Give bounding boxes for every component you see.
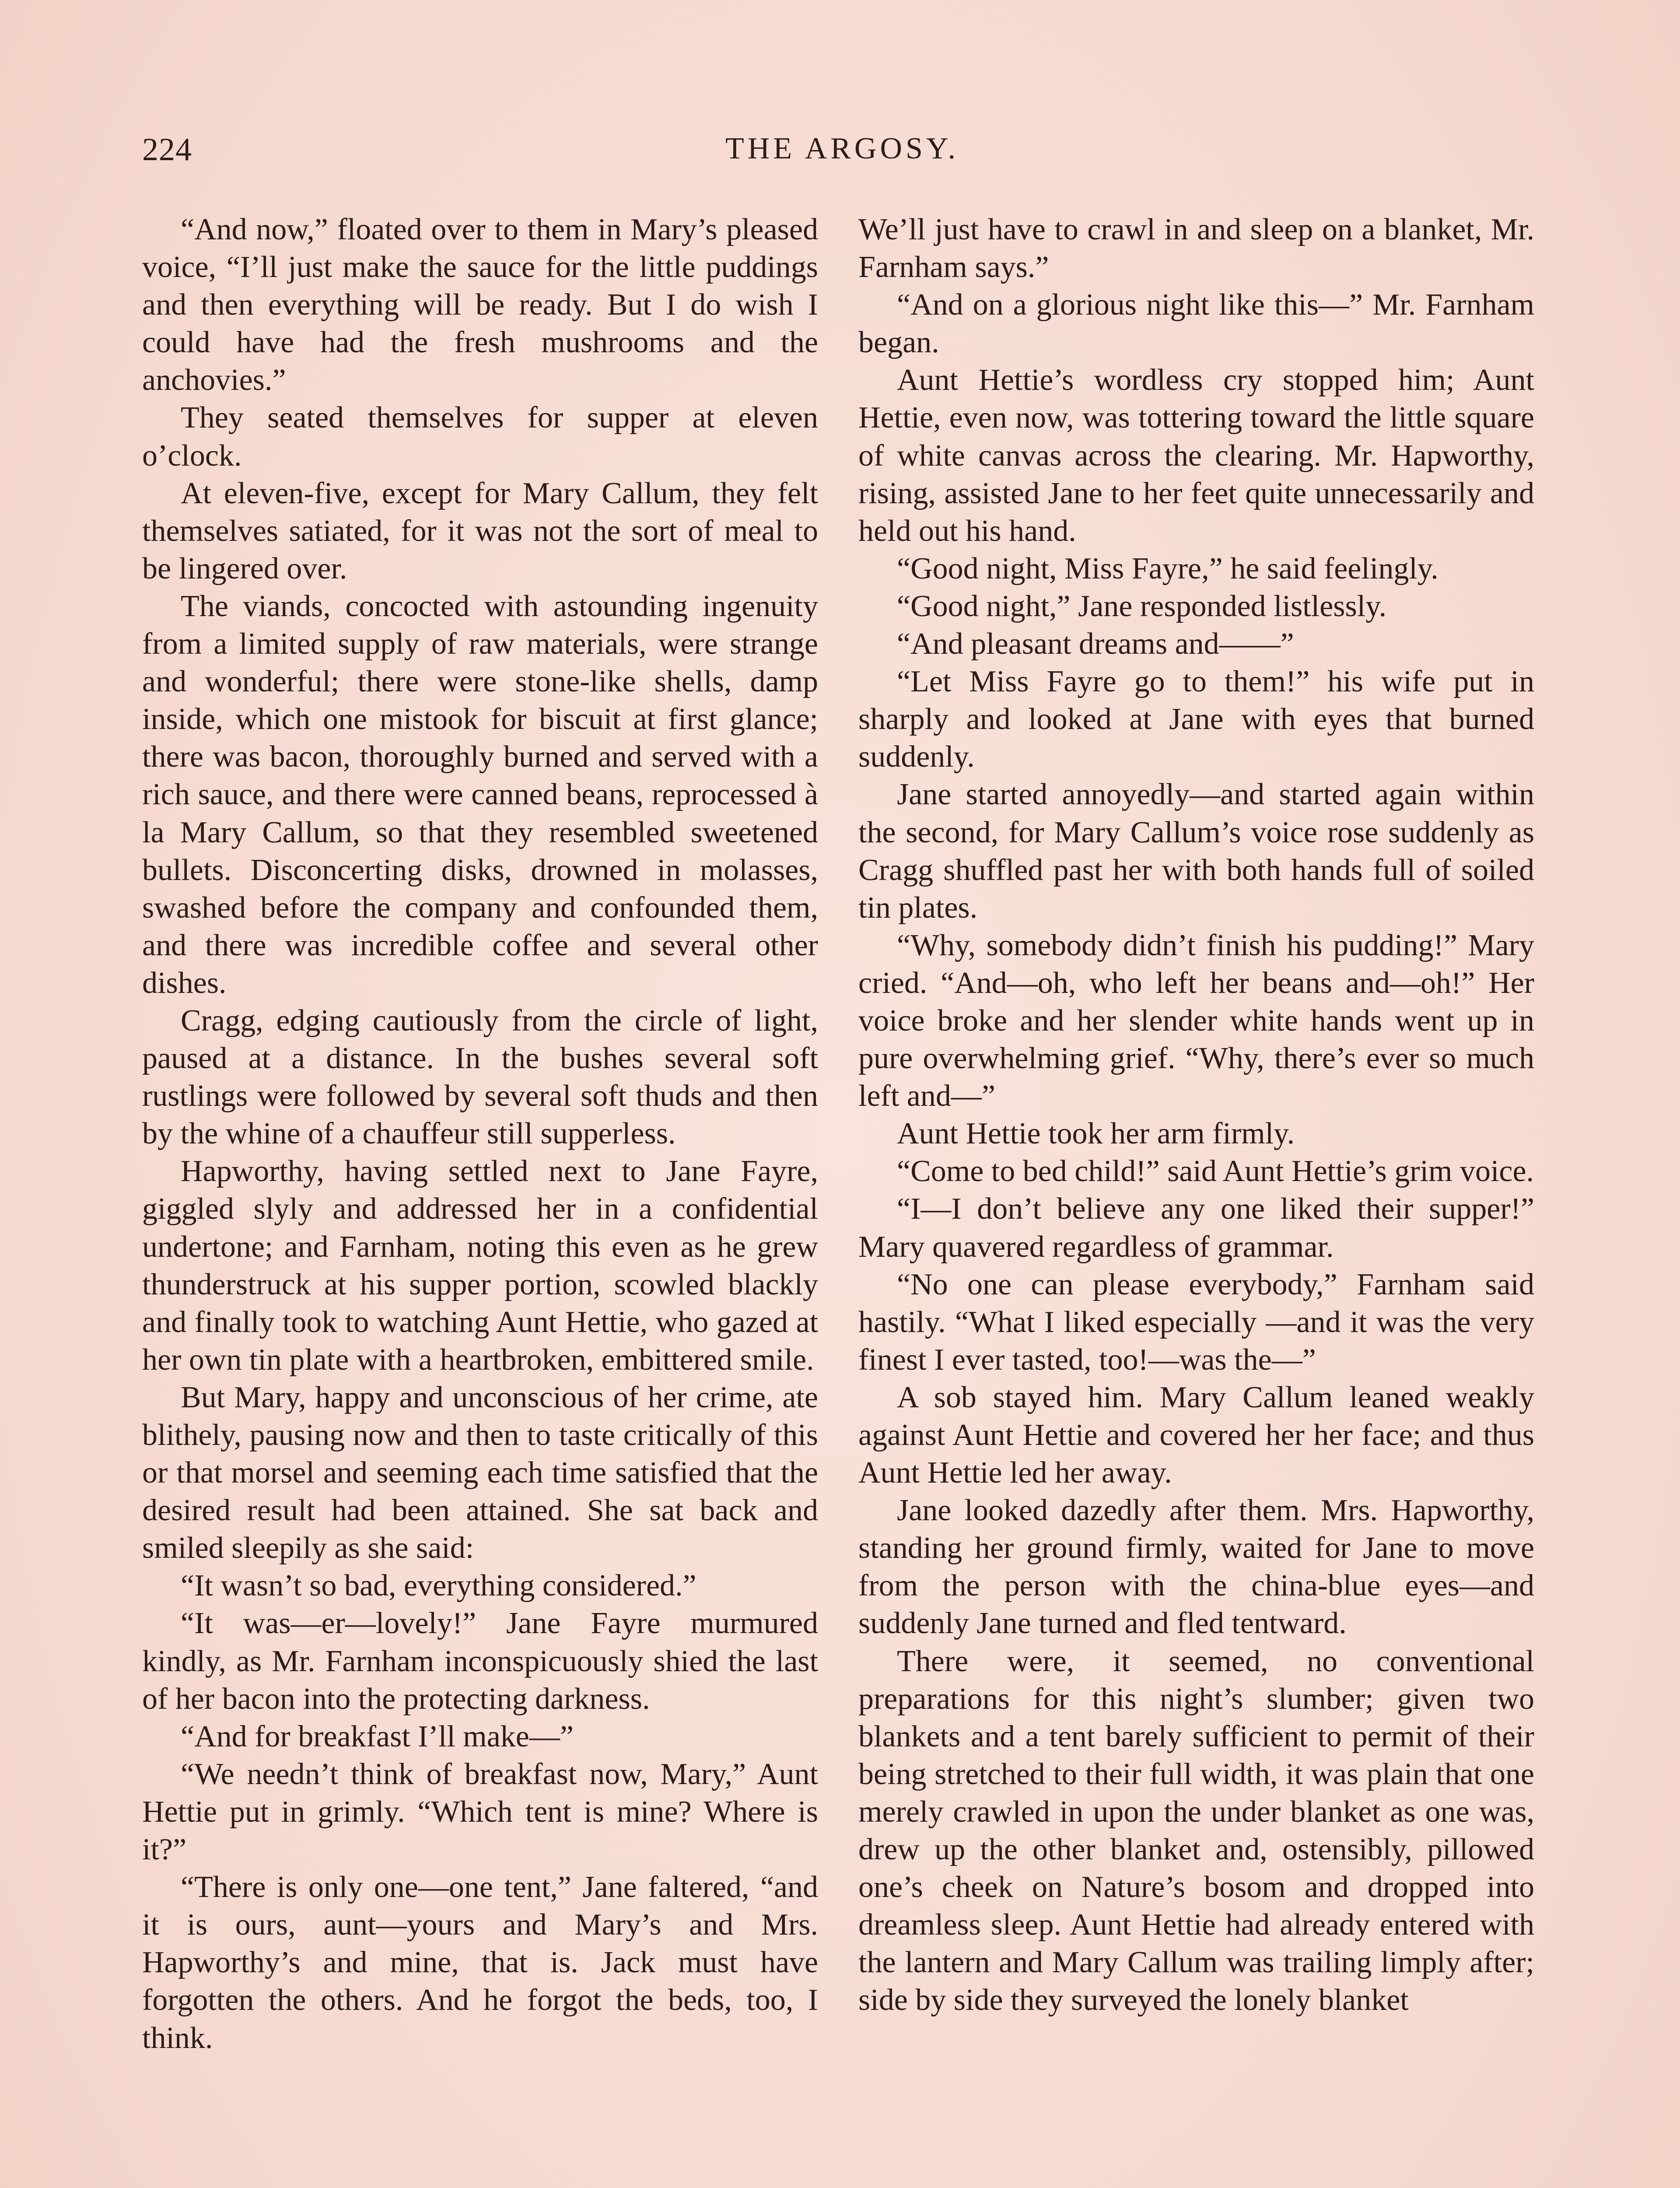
left-column	[142, 211, 818, 2057]
paragraph: They seated themselves for supper at eleven o’clock.	[142, 401, 818, 473]
paragraph: “It was—er—lovely!” Jane Fayre murmured kindly, as Mr. Farnham inconspicuously shied the last of her bacon into the protecting darkness.	[142, 1606, 818, 1716]
paragraph: Hapworthy, having settled next to Jane Fayre, giggled slyly and addressed her in a confidential undertone; and Farnham, noting this even as he grew thunderstruck at his supper portion, scowled blackly and finally took to watching Aunt Hettie, who gazed at her own tin plate with a heartbroken, embittered smile.	[142, 1154, 818, 1377]
paragraph: “No one can please everybody,” Farnham said hastily. “What I liked especially —and it was the very finest I ever tasted, too!—was the—”	[858, 1267, 1534, 1377]
paragraph: There were, it seemed, no conventional preparations for this night’s slumber; given two blankets and a tent barely sufficient to permit of their being stretched to their full width, it was plain that one merely crawled in upon the under blanket as one was, drew up the other blanket and, ostensibly, pillowed one’s cheek on Nature’s bosom and dropped into dreamless sleep. Aunt Hettie had already entered with the lantern and Mary Callum was trailing limply after; side by side they surveyed the lonely blanket	[858, 1644, 1534, 2017]
paragraph: The viands, concocted with astounding ingenuity from a limited supply of raw materials, were strange and wonderful; there were stone-like shells, damp inside, which one mistook for biscuit at first glance; there was bacon, thoroughly burned and served with a rich sauce, and there were canned beans, reprocessed à la Mary Callum, so that they resembled sweetened bullets. Disconcerting disks, drowned in molasses, swashed before the company and confounded them, and there was incredible coffee and several other dishes.	[142, 589, 818, 1000]
paragraph: A sob stayed him. Mary Callum leaned weakly against Aunt Hettie and covered her her face; and thus Aunt Hettie led her away.	[858, 1380, 1534, 1490]
page-number: 224	[142, 132, 192, 168]
paragraph: “I—I don’t believe any one liked their supper!” Mary quavered regardless of grammar.	[858, 1192, 1534, 1264]
paragraph: Jane started annoyedly—and started again within the second, for Mary Callum’s voice rose suddenly as Cragg shuffled past her with both hands full of soiled tin plates.	[858, 778, 1534, 925]
paragraph: “Good night,” Jane responded listlessly.	[897, 589, 1387, 623]
paragraph: “There is only one—one tent,” Jane faltered, “and it is ours, aunt—yours and Mary’s and Mrs. Hapworthy’s and mine, that is. Jack must have forgotten the others. And he forgot the beds, too, I think.	[142, 1870, 818, 2055]
paragraph: “Let Miss Fayre go to them!” his wife put in sharply and looked at Jane with eyes that burned suddenly.	[858, 665, 1534, 774]
paragraph: “It wasn’t so bad, everything considered.”	[181, 1569, 696, 1603]
running-head: THE ARGOSY.	[725, 132, 959, 165]
paragraph: “Come to bed child!” said Aunt Hettie’s grim voice.	[897, 1154, 1534, 1189]
page-header	[142, 131, 1542, 175]
paragraph: “And for breakfast I’ll make—”	[181, 1719, 574, 1753]
paragraph: Aunt Hettie took her arm firmly.	[897, 1117, 1295, 1151]
paragraph: Cragg, edging cautiously from the circle of light, paused at a distance. In the bushes several soft rustlings were followed by several soft thuds and then by the whine of a chauffeur still supperless.	[142, 1003, 818, 1151]
paragraph: “And on a glorious night like this—” Mr. Farnham began.	[858, 288, 1534, 360]
paragraph: Jane looked dazedly after them. Mrs. Hapworthy, standing her ground firmly, waited for Jane to move from the person with the china-blue eyes—and suddenly Jane turned and fled tentward.	[858, 1494, 1534, 1641]
right-column	[858, 211, 1534, 2020]
paragraph: At eleven-five, except for Mary Callum, they felt themselves satiated, for it was not the sort of meal to be lingered over.	[142, 476, 818, 586]
paragraph: “And pleasant dreams and——”	[897, 627, 1294, 661]
paragraph: “We needn’t think of breakfast now, Mary,” Aunt Hettie put in grimly. “Which tent is mine? Where is it?”	[142, 1757, 818, 1867]
paragraph: But Mary, happy and unconscious of her crime, ate blithely, pausing now and then to taste critically of this or that morsel and seeming each time satisfied that the desired result had been attained. She sat back and smiled sleepily as she said:	[142, 1380, 818, 1565]
paragraph: Aunt Hettie’s wordless cry stopped him; Aunt Hettie, even now, was tottering toward the little square of white canvas across the clearing. Mr. Hapworthy, rising, assisted Jane to her feet quite unnecessarily and held out his hand.	[858, 363, 1534, 548]
paragraph: “Good night, Miss Fayre,” he said feelingly.	[897, 551, 1438, 586]
paragraph: “Why, somebody didn’t finish his pudding!” Mary cried. “And—oh, who left her beans and—oh!” Her voice broke and her slender white hands went up in pure overwhelming grief. “Why, there’s ever so much left and—”	[858, 928, 1534, 1113]
paragraph: “And now,” floated over to them in Mary’s pleased voice, “I’ll just make the sauce for the little puddings and then everything will be ready. But I do wish I could have had the fresh mushrooms and the anchovies.”	[142, 213, 818, 397]
paragraph: We’ll just have to crawl in and sleep on a blanket, Mr. Farnham says.”	[858, 213, 1534, 284]
